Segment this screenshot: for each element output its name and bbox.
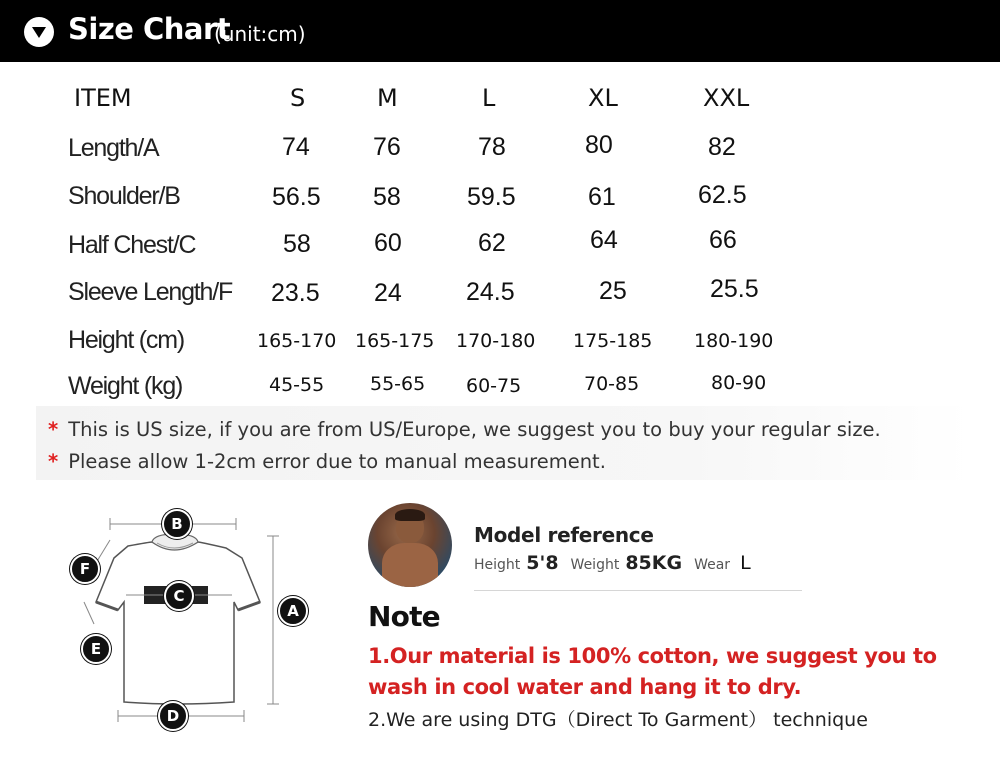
chevron-down-circle-icon <box>24 17 54 47</box>
label-a-badge: A <box>278 596 308 626</box>
table-cell: 165-175 <box>355 330 435 352</box>
row-label-height: Height (cm) <box>68 326 184 354</box>
row-label-half-chest: Half Chest/C <box>68 231 196 259</box>
header-bar <box>0 0 1000 62</box>
table-cell: 56.5 <box>272 183 321 211</box>
table-cell: 66 <box>709 226 737 254</box>
height-value: 5'8 <box>526 552 559 574</box>
unit-label: (unit:cm) <box>214 22 306 46</box>
divider <box>474 590 802 591</box>
wear-label: Wear <box>694 557 731 573</box>
table-cell: 74 <box>282 133 310 161</box>
size-note-text: This is US size, if you are from US/Europe, we suggest you to buy your regular size. <box>68 418 881 441</box>
note-line-dtg: 2.We are using DTG（Direct To Garment） technique <box>368 709 868 731</box>
model-stats <box>474 552 751 574</box>
item-header: ITEM <box>74 84 132 112</box>
row-label-weight: Weight (kg) <box>68 372 183 400</box>
table-cell: 76 <box>373 133 401 161</box>
size-header-m: M <box>377 84 398 112</box>
label-c-badge: C <box>164 581 194 611</box>
row-label-shoulder: Shoulder/B <box>68 182 180 210</box>
model-avatar <box>368 503 452 587</box>
table-cell: 24 <box>374 279 402 307</box>
size-header-xl: XL <box>588 84 618 112</box>
size-note-text: Please allow 1-2cm error due to manual measurement. <box>68 450 606 473</box>
tshirt-diagram <box>66 506 326 736</box>
table-cell: 58 <box>283 230 311 258</box>
size-note-error <box>48 450 606 473</box>
height-label: Height <box>474 557 521 573</box>
table-cell: 58 <box>373 183 401 211</box>
table-cell: 70-85 <box>584 373 640 395</box>
note-line-material: 1.Our material is 100% cotton, we suggest you to <box>368 644 937 668</box>
table-cell: 165-170 <box>257 330 337 352</box>
table-cell: 170-180 <box>456 330 536 352</box>
table-cell: 64 <box>590 226 618 254</box>
note-title: Note <box>368 600 440 633</box>
model-reference-title: Model reference <box>474 523 654 547</box>
asterisk-icon: * <box>48 450 59 473</box>
size-header-l: L <box>482 84 496 112</box>
label-f-badge: F <box>70 554 100 584</box>
table-cell: 24.5 <box>466 278 515 306</box>
table-cell: 59.5 <box>467 183 516 211</box>
table-cell: 23.5 <box>271 279 320 307</box>
size-note-us <box>48 418 881 441</box>
table-cell: 25.5 <box>710 275 759 303</box>
table-cell: 82 <box>708 133 736 161</box>
table-cell: 55-65 <box>370 373 426 395</box>
table-cell: 78 <box>478 133 506 161</box>
note-line-wash: wash in cool water and hang it to dry. <box>368 675 802 699</box>
label-d-badge: D <box>158 701 188 731</box>
table-cell: 175-185 <box>573 330 653 352</box>
table-cell: 62 <box>478 229 506 257</box>
table-cell: 180-190 <box>694 330 774 352</box>
wear-value: L <box>740 552 751 574</box>
table-cell: 62.5 <box>698 181 747 209</box>
size-header-s: S <box>290 84 306 112</box>
label-e-badge: E <box>81 634 111 664</box>
page-title: Size Chart <box>68 12 231 46</box>
label-b-badge: B <box>162 509 192 539</box>
weight-label: Weight <box>570 557 620 573</box>
table-cell: 60-75 <box>466 375 522 397</box>
table-cell: 80 <box>585 131 613 159</box>
table-cell: 45-55 <box>269 374 325 396</box>
table-cell: 60 <box>374 229 402 257</box>
size-header-xxl: XXL <box>703 84 750 112</box>
weight-value: 85KG <box>625 552 683 574</box>
table-cell: 25 <box>599 277 627 305</box>
table-cell: 61 <box>588 183 616 211</box>
row-label-sleeve-length: Sleeve Length/F <box>68 278 233 306</box>
row-label-length: Length/A <box>68 134 159 162</box>
table-cell: 80-90 <box>711 372 767 394</box>
asterisk-icon: * <box>48 418 59 441</box>
